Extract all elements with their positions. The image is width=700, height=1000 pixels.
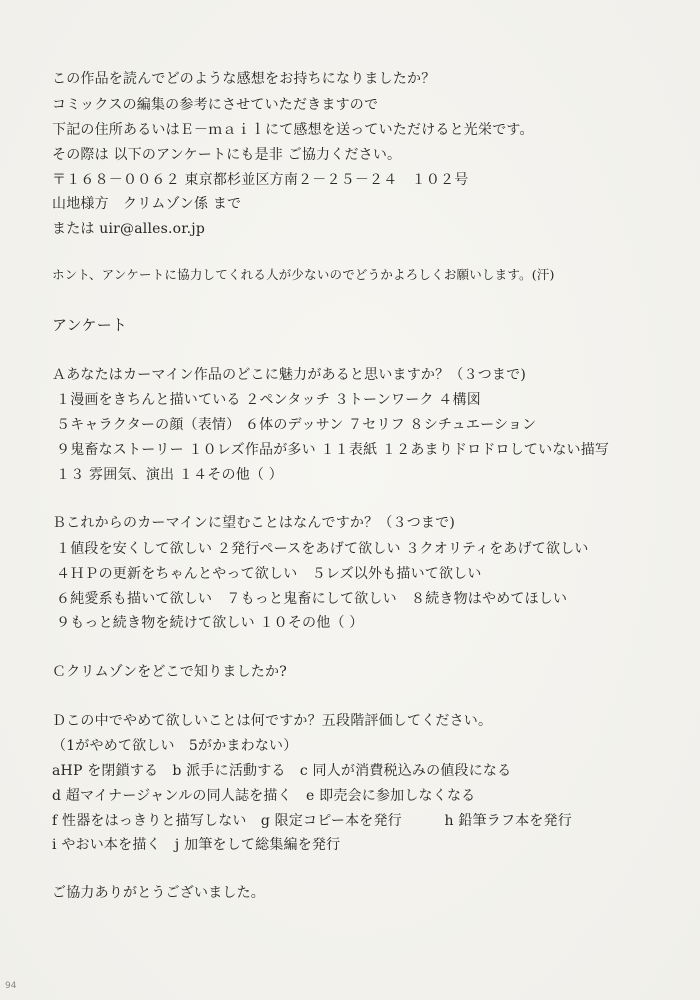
care-of-line: 山地様方 クリムゾン係 まで <box>52 196 242 212</box>
question-d-options-1: aHP を閉鎖する b 派手に活動する c 同人が消費税込みの値段になる <box>52 763 512 779</box>
question-c-text: Ｃクリムゾンをどこで知りましたか? <box>52 664 287 680</box>
intro-line-3: 下記の住所あるいはＥ－ｍａｉｌにて感想を送っていただけると光栄です。 <box>52 122 534 138</box>
question-d-text: Ｄこの中でやめて欲しいことは何ですか？五段階評価してください。 <box>52 713 493 729</box>
postal-address: 〒１６８－００６２ 東京都杉並区方南２－２５－２４ １０２号 <box>52 172 469 188</box>
closing-thanks: ご協力ありがとうございました。 <box>52 885 265 901</box>
question-b-options-2: ４ＨＰの更新をちゃんとやって欲しい ５レズ以外も描いて欲しい <box>56 566 482 582</box>
question-d-options-2: d 超マイナージャンルの同人誌を描く e 即売会に参加しなくなる <box>52 788 476 804</box>
survey-title: アンケート <box>52 316 128 334</box>
question-a-options-2: ５キャラクターの顔（表情） ６体のデッサン ７セリフ ８シチュエーション <box>56 417 537 433</box>
question-d-options-3: f 性器をはっきりと描写しない g 限定コピー本を発行 h 鉛筆ラフ本を発行 <box>52 813 572 829</box>
intro-line-1: この作品を読んでどのような感想をお持ちになりましたか？ <box>52 71 436 87</box>
question-b-text: Ｂこれからのカーマインに望むことはなんですか？（３つまで) <box>52 515 455 531</box>
question-b-options-1: １値段を安くして欲しい ２発行ペースをあげて欲しい ３クオリティをあげて欲しい <box>56 541 589 557</box>
email-line: または uir@alles.or.jp <box>52 221 205 237</box>
request-note: ホント、アンケートに協力してくれる人が少ないのでどうかよろしくお願いします。(汗) <box>52 267 555 282</box>
question-a-text: Ａあなたはカーマイン作品のどこに魅力があると思いますか？（３つまで) <box>52 367 526 383</box>
question-d-scale: （1がやめて欲しい 5がかまわない） <box>52 738 298 754</box>
question-d-options-4: i やおい本を描く j 加筆をして総集編を発行 <box>52 837 341 853</box>
question-a-options-4: １３ 雰囲気、演出 １４その他（ ） <box>56 467 283 483</box>
question-b-options-3: ６純愛系も描いて欲しい ７もっと鬼畜にして欲しい ８続き物はやめてほしい <box>56 591 568 607</box>
question-b-options-4: ９もっと続き物を続けて欲しい １０その他（ ） <box>56 615 364 631</box>
question-a-options-3: ９鬼畜なストーリー １０レズ作品が多い １１表紙 １２あまりドロドロしていない描写 <box>56 442 610 458</box>
page-number: 94 <box>5 981 17 991</box>
intro-line-4: その際は 以下のアンケートにも是非 ご協力ください。 <box>52 147 402 163</box>
intro-line-2: コミックスの編集の参考にさせていただきますので <box>52 97 379 113</box>
question-a-options-1: １漫画をきちんと描いている ２ペンタッチ ３トーンワーク ４構図 <box>56 392 481 408</box>
